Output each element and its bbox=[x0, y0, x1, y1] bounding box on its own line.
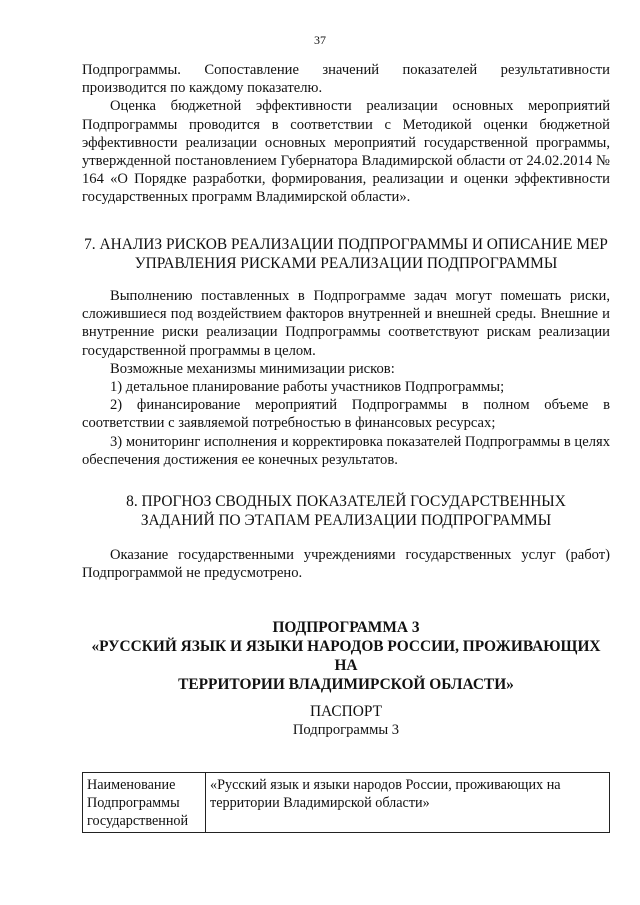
passport-table bbox=[82, 772, 610, 833]
section-8-title-line-1: 8. ПРОГНОЗ СВОДНЫХ ПОКАЗАТЕЛЕЙ ГОСУДАРСТВЕННЫХ bbox=[126, 493, 566, 510]
section-7-title-line-1: 7. АНАЛИЗ РИСКОВ РЕАЛИЗАЦИИ ПОДПРОГРАММЫ И ОПИСАНИЕ МЕР bbox=[84, 236, 608, 253]
passport-subtitle: Подпрограммы 3 bbox=[292, 722, 400, 738]
subprogram-3-heading bbox=[82, 618, 610, 694]
risk-list-item-1: 1) детальное планирование работы участников Подпрограммы; bbox=[110, 379, 505, 396]
intro-paragraph-1: Подпрограммы. Сопоставление значений показателей результативности производится по каждому показателю. bbox=[82, 62, 610, 97]
section-8-body bbox=[82, 546, 610, 582]
table-row bbox=[83, 773, 610, 833]
section-7-heading bbox=[82, 235, 610, 273]
subprogram-3-title-line-1: ПОДПРОГРАММА 3 bbox=[272, 619, 420, 636]
section-8-title-line-2: ЗАДАНИЙ ПО ЭТАПАМ РЕАЛИЗАЦИИ ПОДПРОГРАММЫ bbox=[140, 512, 552, 529]
risk-list-item-2: 2) финансирование мероприятий Подпрограммы в полном объеме в соответствии с заявляемой потребностью в финансовых ресурсах; bbox=[82, 397, 610, 432]
table-value-cell: «Русский язык и языки народов России, проживающих на территории Владимирской области» bbox=[206, 773, 610, 833]
section-7-body bbox=[82, 287, 610, 469]
table-label-line-1: Наименование bbox=[87, 777, 176, 793]
passport-heading bbox=[82, 702, 610, 740]
subprogram-3-title-line-2: «РУССКИЙ ЯЗЫК И ЯЗЫКИ НАРОДОВ РОССИИ, ПРОЖИВАЮЩИХ НА bbox=[91, 638, 601, 674]
page-number: 37 bbox=[314, 33, 326, 47]
table-label-line-2: Подпрограммы bbox=[87, 795, 180, 811]
risk-list-item-3: 3) мониторинг исполнения и корректировка показателей Подпрограммы в целях обеспечения достижения ее конечных результатов. bbox=[82, 433, 610, 468]
section-8-heading bbox=[82, 492, 610, 530]
intro-paragraph-2: Оценка бюджетной эффективности реализации основных мероприятий Подпрограммы проводится в соответствии с Методикой оценки бюджетной эффективности реализации основных мероприятий государственной программы, утвержденной постановлением Губернатора Владимирской области от 24.02.2014 № 164 «О Порядке разработки, формирования, реализации и оценки эффективности государственных программ Владимирской области». bbox=[82, 98, 610, 206]
section-8-paragraph-1: Оказание государственными учреждениями государственных услуг (работ) Подпрограммой не предусмотрено. bbox=[82, 547, 610, 582]
table-label-cell bbox=[83, 773, 206, 833]
subprogram-3-title-line-3: ТЕРРИТОРИИ ВЛАДИМИРСКОЙ ОБЛАСТИ» bbox=[178, 676, 514, 693]
intro-block bbox=[82, 61, 610, 207]
section-7-paragraph-1: Выполнению поставленных в Подпрограмме задач могут помешать риски, сложившиеся под воздействием факторов внутренней и внешней среды. Внешние и внутренние риски реализации Подпрограммы соответствуют рискам реализации государственной программы в целом. bbox=[82, 288, 610, 359]
section-7-title-line-2: УПРАВЛЕНИЯ РИСКАМИ РЕАЛИЗАЦИИ ПОДПРОГРАММЫ bbox=[134, 255, 558, 272]
section-7-paragraph-2: Возможные механизмы минимизации рисков: bbox=[110, 360, 395, 377]
table-label-line-3: государственной bbox=[87, 813, 189, 829]
passport-title: ПАСПОРТ bbox=[309, 703, 383, 720]
